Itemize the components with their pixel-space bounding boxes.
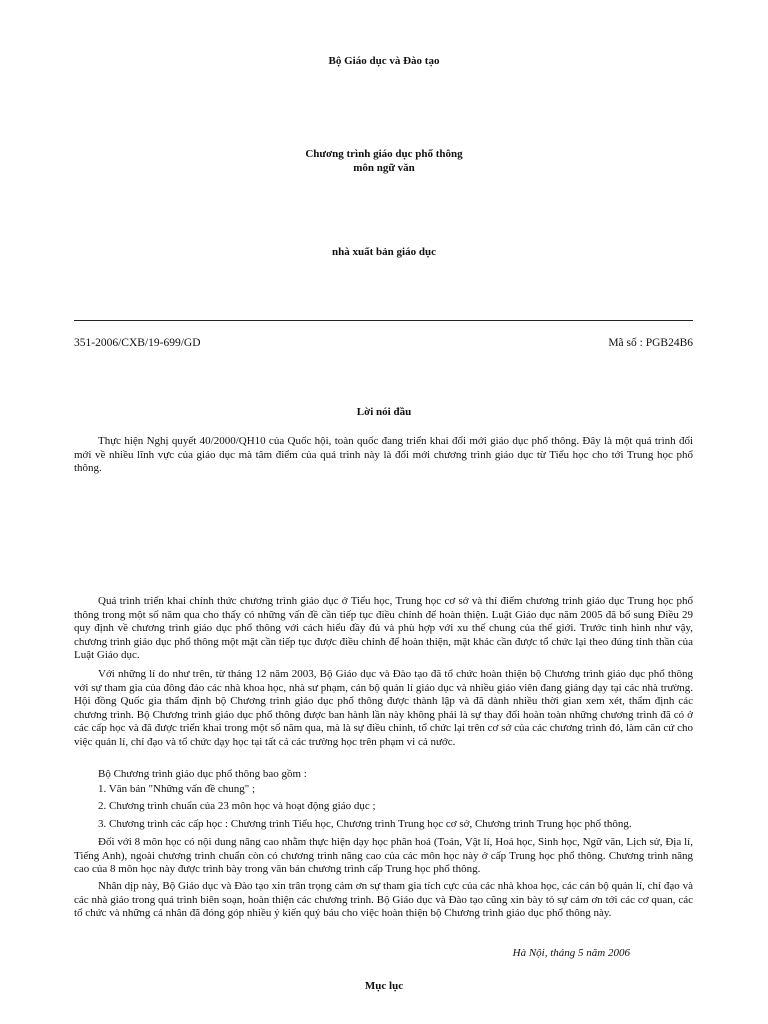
document-title: Chương trình giáo dục phổ thông: [305, 148, 463, 160]
publisher-name: nhà xuất bản giáo dục: [332, 246, 436, 258]
foreword-paragraph-1: Thực hiện Nghị quyết 40/2000/QH10 của Quốc hội, toàn quốc đang triển khai đổi mới giáo dục phổ thông. Đây là một quá trình đổi mới về nhiều lĩnh vực của giáo dục mà tâm điểm của quá trình này là đổi mới chương trình giáo dục từ Tiểu học cho tới Trung học phổ thông.: [74, 435, 693, 474]
product-code: Mã số : PGB24B6: [608, 337, 693, 349]
toc-heading: Mục lục: [364, 980, 404, 992]
list-intro: Bộ Chương trình giáo dục phổ thông bao gồm :: [98, 768, 307, 780]
foreword-paragraph-4: Đối với 8 môn học có nội dung nâng cao nhằm thực hiện dạy học phân hoá (Toán, Vật lí, Hoá học, Sinh học, Ngữ văn, Lịch sử, Địa lí, Tiếng Anh), ngoài chương trình chuẩn còn có chương trình nâng cao của các môn học này ở cấp Trung học phổ thông. Chương trình nâng cao của 8 môn học này được trình bày trong văn bản chương trình cấp Trung học phổ thông.: [74, 836, 693, 875]
list-item-3: 3. Chương trình các cấp học : Chương trình Tiểu học, Chương trình Trung học cơ sở, Chương trình Trung học phổ thông.: [98, 818, 632, 830]
signature-place-date: Hà Nội, tháng 5 năm 2006: [512, 947, 630, 959]
list-item-2: 2. Chương trình chuẩn của 23 môn học và hoạt động giáo dục ;: [98, 800, 376, 812]
ministry-name: Bộ Giáo dục và Đào tạo: [328, 55, 440, 67]
foreword-heading: Lời nói đầu: [356, 406, 412, 418]
list-item-1: 1. Văn bản "Những vấn đề chung" ;: [98, 783, 256, 795]
document-subtitle: môn ngữ văn: [353, 162, 415, 174]
foreword-paragraph-3: Với những lí do như trên, từ tháng 12 năm 2003, Bộ Giáo dục và Đào tạo đã tổ chức hoàn thiện bộ Chương trình giáo dục phổ thông với sự tham gia của đông đảo các nhà khoa học, nhà sư phạm, cán bộ quản lí giáo dục và nhiều giáo viên đang giảng dạy tại các nhà trường. Hội đồng Quốc gia thẩm định bộ Chương trình giáo dục phổ thông được thành lập và đã dành nhiều thời gian xem xét, thẩm định các chương trình. Bộ Chương trình giáo dục phổ thông được ban hành lần này không phải là sự thay đổi hoàn toàn những chương trình đã có ở các cấp học và đã được triển khai trong một số năm qua, mà là sự điều chỉnh, tổ chức lại trên cơ sở của các chương trình đó, làm căn cứ cho việc quản lí, chỉ đạo và tổ chức dạy học tại tất cả các trường học trên phạm vi cả nước.: [74, 668, 693, 748]
foreword-paragraph-5: Nhân dịp này, Bộ Giáo dục và Đào tạo xin trân trọng cảm ơn sự tham gia tích cực của các nhà khoa học, các cán bộ quản lí, chỉ đạo và các nhà giáo trong quá trình biên soạn, hoàn thiện các chương trình. Bộ Giáo dục và Đào tạo cũng xin bày tỏ sự cảm ơn tới các cơ quan, các tổ chức và những cá nhân đã đóng góp nhiều ý kiến quý báu cho việc hoàn thiện bộ Chương trình giáo dục phổ thông này.: [74, 880, 693, 919]
foreword-paragraph-2: Quá trình triển khai chính thức chương trình giáo dục ở Tiểu học, Trung học cơ sở và thí điểm chương trình giáo dục Trung học phổ thông trong một số năm qua cho thấy có những vấn đề cần tiếp tục điều chỉnh để hoàn thiện. Luật Giáo dục năm 2005 đã bổ sung Điều 29 quy định về chương trình giáo dục phổ thông với cách hiểu đầy đủ và phù hợp với xu thế chung của thế giới. Trước tình hình như vậy, chương trình giáo dục phổ thông một mặt cần tiếp tục được điều chỉnh để hoàn thiện, mặt khác cần được tổ chức lại theo đúng tinh thần của Luật Giáo dục.: [74, 595, 693, 661]
horizontal-rule: [74, 320, 693, 321]
publication-code: 351-2006/CXB/19-699/GD: [74, 337, 201, 349]
